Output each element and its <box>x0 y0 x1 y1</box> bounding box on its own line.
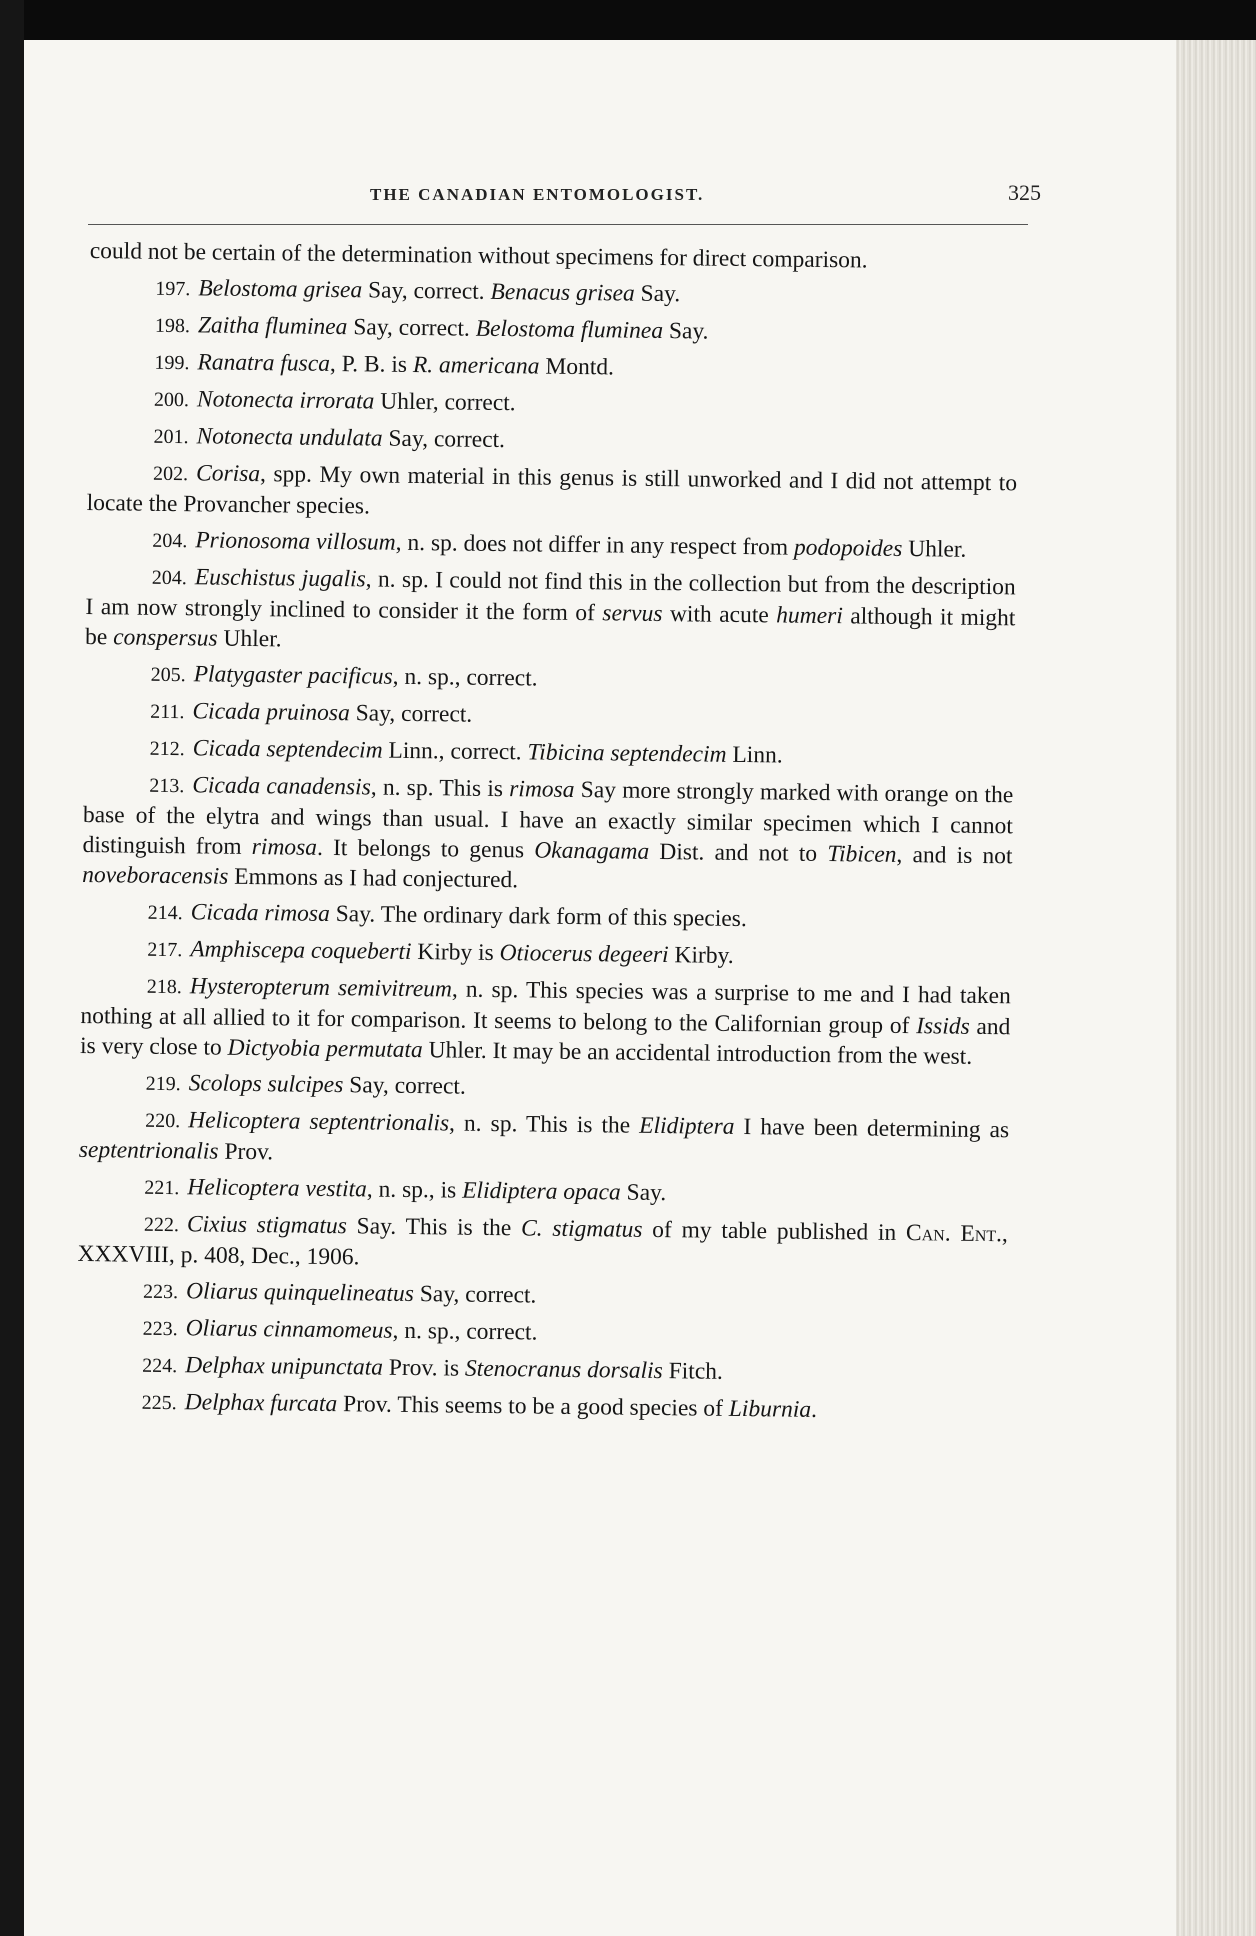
entry-number: 204. <box>152 529 188 553</box>
text-run: Say. This is the <box>346 1213 522 1242</box>
text-run: , n. sp., correct. <box>392 1317 538 1346</box>
paragraph-p223b <box>76 1312 1006 1354</box>
paragraph-p197 <box>89 272 1019 314</box>
text-run: Say, correct. <box>347 314 476 342</box>
italic-name: Elidiptera <box>639 1112 735 1140</box>
paragraph-p224 <box>76 1349 1006 1391</box>
entry-number: 223. <box>142 1317 178 1341</box>
entry-number: 225. <box>141 1391 177 1415</box>
paragraph-p199 <box>88 346 1018 388</box>
italic-name: Tibicina septendecim <box>527 739 727 768</box>
text-run: . <box>810 1396 818 1423</box>
text-run: Prov. <box>218 1138 274 1166</box>
text-run: Uhler. It may be an accidental introduction from the west. <box>422 1037 973 1070</box>
italic-name: rimosa <box>509 776 575 803</box>
entry-number: 221. <box>144 1176 180 1200</box>
italic-name: Corisa <box>195 460 261 488</box>
paragraph-p223a <box>77 1275 1007 1317</box>
italic-name: Cicada pruinosa <box>192 698 350 727</box>
italic-name: noveboracensis <box>82 861 229 890</box>
italic-name: Notonecta undulata <box>196 423 383 452</box>
text-run: , XXXVIII, p. 408, Dec., 1906. <box>77 1221 1009 1271</box>
italic-name: servus <box>602 600 663 628</box>
italic-name: Cixius stigmatus <box>186 1211 348 1240</box>
text-run: Kirby. <box>668 942 734 969</box>
italic-name: Prionosoma villosum <box>195 527 396 556</box>
text-run: , n. sp. This is <box>370 774 510 803</box>
italic-name: Issids <box>916 1013 970 1040</box>
italic-name: podopoides <box>793 534 903 562</box>
entry-number: 224. <box>142 1354 178 1378</box>
italic-name: humeri <box>776 602 843 630</box>
entry-number: 201. <box>153 425 189 449</box>
paragraph-p205 <box>84 658 1014 700</box>
text-run: Linn. <box>726 741 783 769</box>
italic-name: Cicada rimosa <box>190 899 330 927</box>
text-run: Say, correct. <box>413 1281 537 1309</box>
text-run: Prov. This seems to be a good species of <box>337 1391 729 1422</box>
italic-name: conspersus <box>113 624 218 652</box>
italic-name: septentrionalis <box>78 1136 219 1165</box>
paragraph-p212 <box>84 732 1014 774</box>
text-run: Say, correct. <box>382 425 506 454</box>
text-run: Dist. and not to <box>648 838 828 868</box>
italic-name: Euschistus jugalis <box>194 564 366 593</box>
entry-number: 217. <box>147 938 183 962</box>
italic-name: Benacus grisea <box>490 278 635 307</box>
paragraph-p200 <box>88 383 1018 425</box>
italic-name: Cicada septendecim <box>192 735 383 764</box>
text-run: of my table published in <box>642 1216 907 1247</box>
italic-name: Amphiscepa coqueberti <box>190 936 412 965</box>
italic-name: Helicoptera septentrionalis <box>188 1107 450 1137</box>
page-header <box>88 140 1041 230</box>
header-rule <box>88 224 1028 225</box>
entry-number: 220. <box>145 1109 181 1133</box>
paragraph-p201 <box>87 420 1017 462</box>
italic-name: Belostoma fluminea <box>475 315 664 345</box>
text-run: Emmons as I had conjectured. <box>228 863 519 894</box>
paragraph-p225 <box>76 1386 1006 1428</box>
italic-name: Scolops sulcipes <box>188 1070 344 1099</box>
entry-number: 211. <box>150 700 185 724</box>
entry-number: 222. <box>143 1213 180 1237</box>
italic-name: Okanagama <box>534 837 650 865</box>
paragraph-p218 <box>80 970 1011 1072</box>
text-run: , spp. My own material in this genus is still unworked and I did not attempt to locate the Provancher species. <box>86 461 1018 520</box>
paragraph-p213 <box>82 769 1013 901</box>
italic-name: Cicada canadensis <box>192 772 371 801</box>
text-run: Say. The ordinary dark form of this species. <box>329 900 747 933</box>
italic-name: Hysteropterum semivitreum <box>189 973 453 1003</box>
text-run: although it might be <box>84 603 1016 651</box>
text-run: Uhler, correct. <box>374 388 516 417</box>
text-run: , and is not <box>896 841 1013 870</box>
text-run: Uhler. <box>902 535 967 563</box>
text-run: , n. sp., correct. <box>392 663 538 692</box>
italic-name: Helicoptera vestita <box>187 1174 367 1203</box>
text-run: Fitch. <box>662 1358 724 1385</box>
italic-name: Notonecta irrorata <box>196 386 375 415</box>
entry-number: 205. <box>150 663 186 687</box>
paragraph-p211 <box>84 695 1014 737</box>
text-run: Say, correct. <box>343 1072 466 1100</box>
paragraph-p222 <box>77 1208 1008 1280</box>
entry-number: 204. <box>151 566 187 590</box>
text-run: I have been determining as <box>734 1113 1010 1144</box>
italic-name: Elidiptera opaca <box>462 1177 621 1206</box>
italic-name: Tibicen <box>827 841 897 868</box>
italic-name: Ranatra fusca <box>197 349 331 377</box>
italic-name: C. stigmatus <box>520 1215 643 1243</box>
text-run: Say, correct. <box>349 700 473 728</box>
text-run: with acute <box>662 601 777 629</box>
paragraph-p221 <box>78 1171 1008 1213</box>
entry-number: 223. <box>142 1280 179 1304</box>
italic-name: Otiocerus degeeri <box>499 940 669 969</box>
scan-border <box>0 0 24 1936</box>
text-run: . It belongs to genus <box>316 834 535 864</box>
italic-name: Platygaster pacificus <box>193 661 393 690</box>
paragraph-p204a <box>86 524 1016 566</box>
italic-name: Zaitha fluminea <box>197 312 348 341</box>
paragraph-p202 <box>87 457 1018 529</box>
text-run: Uhler. <box>217 625 282 653</box>
running-head: THE CANADIAN ENTOMOLOGIST. <box>370 185 705 204</box>
entry-number: 198. <box>154 314 191 338</box>
paragraph-p219 <box>79 1067 1009 1109</box>
text-run: Say, correct. <box>362 277 491 305</box>
text-run: Montd. <box>539 353 615 381</box>
text-run: Say. <box>620 1179 667 1207</box>
text-run: Prov. is <box>382 1354 466 1382</box>
entry-number: 213. <box>149 774 185 798</box>
italic-name: Delphax unipunctata <box>185 1352 384 1381</box>
italic-name: Stenocranus dorsalis <box>464 1355 663 1385</box>
text-run: Say. <box>662 318 709 345</box>
entry-number: 218. <box>146 975 182 999</box>
text-run: Can. Ent. <box>905 1220 1003 1248</box>
italic-name: rimosa <box>251 834 318 861</box>
italic-name: R. americana <box>412 351 540 380</box>
paragraph-p214 <box>82 896 1012 938</box>
entry-number: 219. <box>145 1072 181 1096</box>
text-run: Linn., correct. <box>382 737 528 766</box>
italic-name: Belostoma grisea <box>198 275 363 304</box>
text-run: , n. sp., is <box>366 1176 463 1204</box>
italic-name: Dictyobia permutata <box>227 1034 423 1064</box>
entry-number: 214. <box>147 901 183 925</box>
paragraph-p217 <box>81 933 1011 975</box>
text-run: , n. sp. does not differ in any respect from <box>395 529 795 561</box>
entry-number: 202. <box>152 462 189 486</box>
italic-name: Liburnia <box>728 1395 812 1423</box>
text-run: , n. sp. This species was a surprise to me and I had taken nothing at all allied to it for comparison. It seems to belong to the Californian group of <box>80 976 1011 1040</box>
paragraph-p198 <box>89 309 1019 351</box>
italic-name: Oliarus quinquelineatus <box>185 1278 415 1308</box>
text-run: , n. sp. I could not find this in the collection but from the description I am now strongly inclined to consider it the form of <box>85 566 1016 627</box>
paragraph-p204b <box>85 561 1016 663</box>
page-edge-shadow <box>1176 40 1256 1936</box>
text-run: could not be certain of the determination without specimens for direct comparison. <box>89 237 868 274</box>
italic-name: Oliarus cinnamomeus <box>185 1315 393 1344</box>
page-number: 325 <box>1008 180 1041 205</box>
text-run: , P. B. is <box>329 350 414 378</box>
body-text <box>75 236 1019 1434</box>
text-run: Say. <box>634 280 681 308</box>
text-run: and is very close to <box>79 1013 1011 1061</box>
entry-number: 197. <box>155 277 191 301</box>
paragraph-p220 <box>79 1104 1010 1176</box>
entry-number: 200. <box>153 388 190 412</box>
entry-number: 212. <box>149 737 185 761</box>
entry-number: 199. <box>154 351 190 375</box>
text-run: , n. sp. This is the <box>448 1110 640 1139</box>
italic-name: Delphax furcata <box>184 1389 338 1418</box>
text-run: Kirby is <box>411 938 500 967</box>
text-run: Say more strongly marked with orange on the base of the elytra and wings than usual. I have an exactly similar specimen which I cannot distinguish from <box>82 776 1014 861</box>
